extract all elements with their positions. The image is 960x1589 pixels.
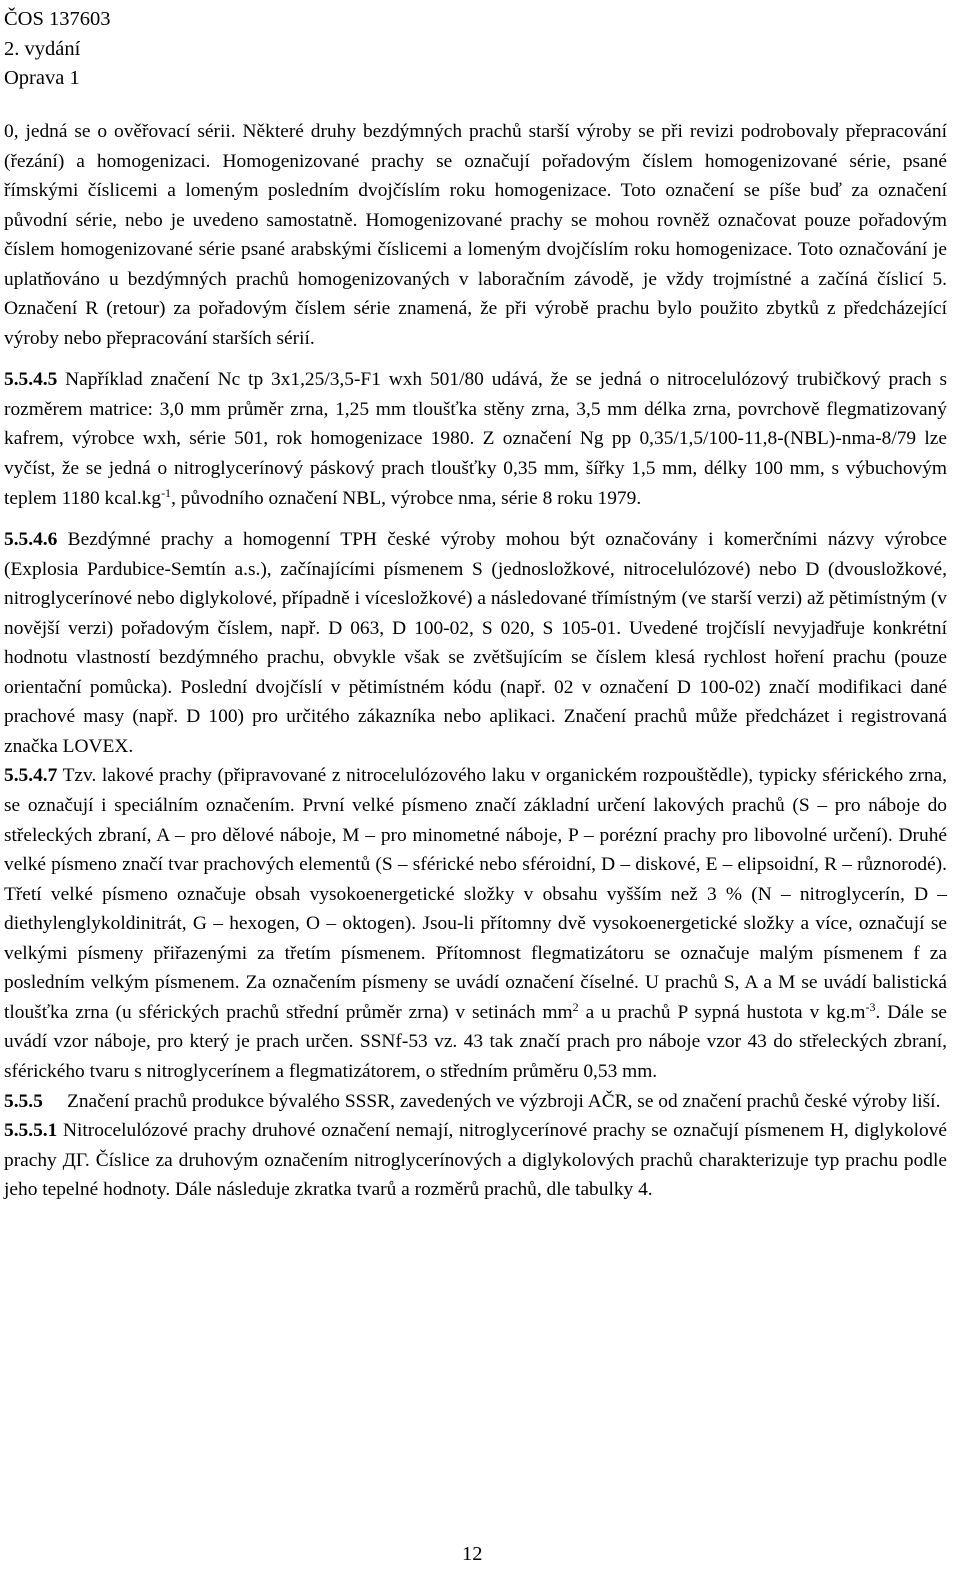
document-header: [4, 5, 111, 94]
paragraph-text: Například značení Nc tp 3x1,25/3,5-F1 wxh 501/80 udává, že se jedná o nitrocelulózový trubičkový prach s rozměrem matrice: 3,0 mm průměr zrna, 1,25 mm tloušťka stěny zrna, 3,5 mm délka zrna, povrchově flegmatizovaný kafrem, výrobce wxh, série 501, rok homogenizace 1980. Z označení Ng pp 0,35/1,5/100-11,8-(NBL)-nma-8/79 lze vyčíst, že se jedná o nitroglycerínový páskový prach tloušťky 0,35 mm, šířky 1,5 mm, délky 100 mm, s výbuchovým teplem 1180 kcal.kg: [4, 369, 947, 509]
section-5-5-4-5: [4, 365, 947, 513]
paragraph-text: . Dále se uvádí vzor náboje, pro který je prach určen. SSNf-53 vz. 43 tak značí prach pro náboje vzor 43 do střeleckých zbraní, sférického tvaru s nitroglycerínem a flegmatizátorem, o středním průměru 0,53 mm.: [4, 1001, 947, 1082]
paragraph-text: , původního označení NBL, výrobce nma, série 8 roku 1979.: [171, 487, 642, 509]
document-body: [4, 117, 947, 1205]
standard-code: ČOS 137603: [4, 8, 111, 30]
section-5-5-4-6: [4, 525, 947, 761]
superscript: -1: [161, 485, 172, 500]
paragraph-text: Nitrocelulózové prachy druhové označení nemají, nitroglycerínové prachy se označují písmenem H, diglykolové prachy ДГ. Číslice za druhovým označením nitroglycerínových a diglykolových prachů charakterizuje typ prachu podle jeho tepelné hodnoty. Dále následuje zkratka tvarů a rozměrů prachů, dle tabulky 4.: [4, 1120, 947, 1201]
superscript: 2: [572, 999, 579, 1014]
superscript: -3: [865, 999, 876, 1014]
section-number: 5.5.5.1: [4, 1120, 58, 1142]
section-number: 5.5.4.5: [4, 369, 58, 391]
section-number: 5.5.4.6: [4, 529, 58, 551]
page-number: 12: [462, 1543, 483, 1565]
amendment: Oprava 1: [4, 67, 80, 89]
paragraph-text: Tzv. lakové prachy (připravované z nitrocelulózového laku v organickém rozpouštědle), typicky sférického zrna, se označují i speciálním označením. První velké písmeno značí základní určení lakových prachů (S – pro náboje do střeleckých zbraní, A – pro dělové náboje, M – pro minometné náboje, P – porézní prachy pro libovolné určení). Druhé velké písmeno značí tvar prachových elementů (S – sférické nebo sféroidní, D – diskové, E – elipsoidní, R – různorodé). Třetí velké písmeno označuje obsah vysokoenergetické složky v obsahu vyšším než 3 % (N – nitroglycerín, D – diethylenglykoldinitrát, G – hexogen, O – oktogen). Jsou-li přítomny dvě vysokoenergetické složky a více, označují se velkými písmeny přiřazenými za třetím písmenem. Přítomnost flegmatizátoru se označuje malým písmenem f za posledním velkým písmenem. Za označením písmeny se uvádí označení číselné. U prachů S, A a M se uvádí balistická tloušťka zrna (u sférických prachů střední průměr zrna) v setinách mm: [4, 765, 947, 1023]
section-number: 5.5.5: [4, 1090, 43, 1112]
section-5-5-5: [4, 1087, 947, 1117]
edition: 2. vydání: [4, 37, 81, 60]
section-5-5-4-7: [4, 761, 947, 1086]
paragraph-text: a u prachů P sypná hustota v kg.m: [578, 1001, 866, 1023]
paragraph-text: Bezdýmné prachy a homogenní TPH české výroby mohou být označovány i komerčními názvy výrobce (Explosia Pardubice-Semtín a.s.), začínajícími písmenem S (jednosložkové, nitrocelulózové) nebo D (dvousložkové, nitroglycerínové nebo diglykolové, případně i vícesložkové) a následované třímístným (ve starší verzi) až pětimístným (v novější verzi) pořadovým číslem, např. D 063, D 100-02, S 020, S 105-01. Uvedené trojčíslí nevyjadřuje konkrétní hodnotu vlastností bezdýmného prachu, obvykle však se zvětšujícím se číslem klesá rychlost hoření prachu (pouze orientační pomůcka). Poslední dvojčíslí v pětimístném kódu (např. 02 v označení D 100-02) značí modifikaci dané prachové masy (např. D 100) pro určitého zákazníka nebo aplikaci. Značení prachů může předcházet i registrovaná značka LOVEX.: [4, 529, 947, 757]
section-5-5-5-1: [4, 1116, 947, 1205]
paragraph-continuation: [4, 117, 947, 353]
section-number: 5.5.4.7: [4, 765, 58, 787]
paragraph-text: 0, jedná se o ověřovací sérii. Některé druhy bezdýmných prachů starší výroby se při revizi podrobovaly přepracování (řezání) a homogenizaci. Homogenizované prachy se označují pořadovým číslem homogenizované série, psané římskými číslicemi a lomeným posledním dvojčíslím roku homogenizace. Toto označení se píše buď za označení původní série, nebo je uvedeno samostatně. Homogenizované prachy se mohou rovněž označovat pouze pořadovým číslem homogenizované série psané arabskými číslicemi a lomeným dvojčíslím roku homogenizace. Toto označování je uplatňováno u bezdýmných prachů homogenizovaných v laboračním závodě, je vždy trojmístné a začíná číslicí 5. Označení R (retour) za pořadovým číslem série znamená, že při výrobě prachu bylo použito zbytků z předcházející výroby nebo přepracování starších sérií.: [4, 121, 947, 349]
paragraph-text: Značení prachů produkce bývalého SSSR, zavedených ve výzbroji AČR, se od značení prachů české výroby liší.: [42, 1090, 941, 1112]
